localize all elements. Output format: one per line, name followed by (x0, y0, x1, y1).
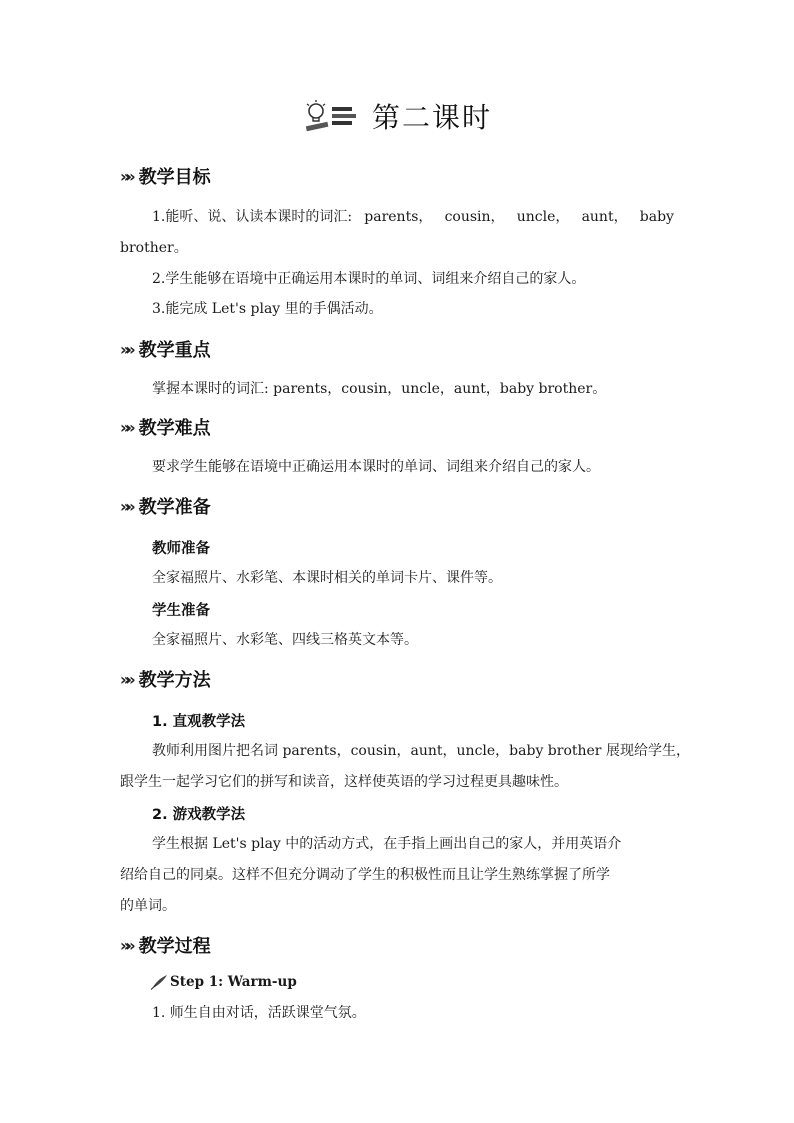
method-2-label: 2. 游戏教学法 (152, 807, 246, 823)
double-chevron-icon: »» (120, 935, 131, 955)
section-heading-goals (120, 164, 211, 188)
method-2-line-2: 绍给自己的同桌。这样不但充分调动了学生的积极性而且让学生熟练掌握了所学 (120, 867, 610, 883)
difficulties-text: 要求学生能够在语境中正确运用本课时的单词、词组来介绍自己的家人。 (152, 459, 600, 475)
goal-line-1 (152, 207, 674, 227)
section-heading-label: 教学难点 (138, 418, 211, 439)
step-1-label: Step 1: Warm-up (170, 974, 297, 990)
section-heading-key-points (120, 337, 211, 361)
teacher-prep-text: 全家福照片、水彩笔、本课时相关的单词卡片、课件等。 (152, 570, 502, 586)
title-row (0, 96, 794, 136)
section-heading-label: 教学目标 (138, 167, 211, 188)
section-heading-label: 教学准备 (138, 497, 211, 518)
section-heading-label: 教学重点 (138, 340, 211, 361)
step-1-heading (150, 974, 297, 990)
section-heading-difficulties (120, 415, 211, 439)
vocab-word: parents， (364, 209, 433, 225)
method-2-line-3: 的单词。 (120, 898, 176, 914)
student-prep-label: 学生准备 (152, 603, 210, 619)
double-chevron-icon: »» (120, 339, 131, 359)
section-heading-preparation (120, 494, 211, 518)
section-heading-label: 教学过程 (138, 936, 211, 957)
method-2-line-1: 学生根据 Let's play 中的活动方式，在手指上画出自己的家人，并用英语介 (152, 836, 622, 852)
goal-text: 1.能听、说、认读本课时的词汇: (152, 209, 353, 225)
lightbulb-book-icon (302, 99, 358, 133)
method-1-label: 1. 直观教学法 (152, 714, 246, 730)
teacher-prep-label: 教师准备 (152, 541, 210, 557)
section-heading-process (120, 933, 211, 957)
goal-line-1-cont: brother。 (120, 240, 188, 256)
section-heading-label: 教学方法 (138, 670, 211, 691)
method-1-line-2: 跟学生一起学习它们的拼写和读音，这样使英语的学习过程更具趣味性。 (120, 774, 568, 790)
section-heading-methods (120, 667, 211, 691)
process-item-1: 1. 师生自由对话，活跃课堂气氛。 (152, 1005, 366, 1021)
key-points-text: 掌握本课时的词汇: parents，cousin，uncle，aunt，baby brother。 (152, 381, 607, 397)
double-chevron-icon: »» (120, 496, 131, 516)
page-title: 第二课时 (371, 101, 492, 134)
goal-line-3: 3.能完成 Let's play 里的手偶活动。 (152, 301, 383, 317)
vocab-word: baby (639, 209, 674, 225)
vocab-word: cousin， (444, 209, 505, 225)
feather-pen-icon (150, 974, 168, 990)
double-chevron-icon: »» (120, 417, 131, 437)
student-prep-text: 全家福照片、水彩笔、四线三格英文本等。 (152, 632, 418, 648)
double-chevron-icon: »» (120, 166, 131, 186)
vocab-word: uncle， (516, 209, 570, 225)
double-chevron-icon: »» (120, 669, 131, 689)
goal-line-2: 2.学生能够在语境中正确运用本课时的单词、词组来介绍自己的家人。 (152, 271, 586, 287)
method-1-line-1: 教师利用图片把名词 parents，cousin，aunt，uncle，baby brother 展现给学生， (152, 743, 690, 759)
vocab-word: aunt， (581, 209, 628, 225)
